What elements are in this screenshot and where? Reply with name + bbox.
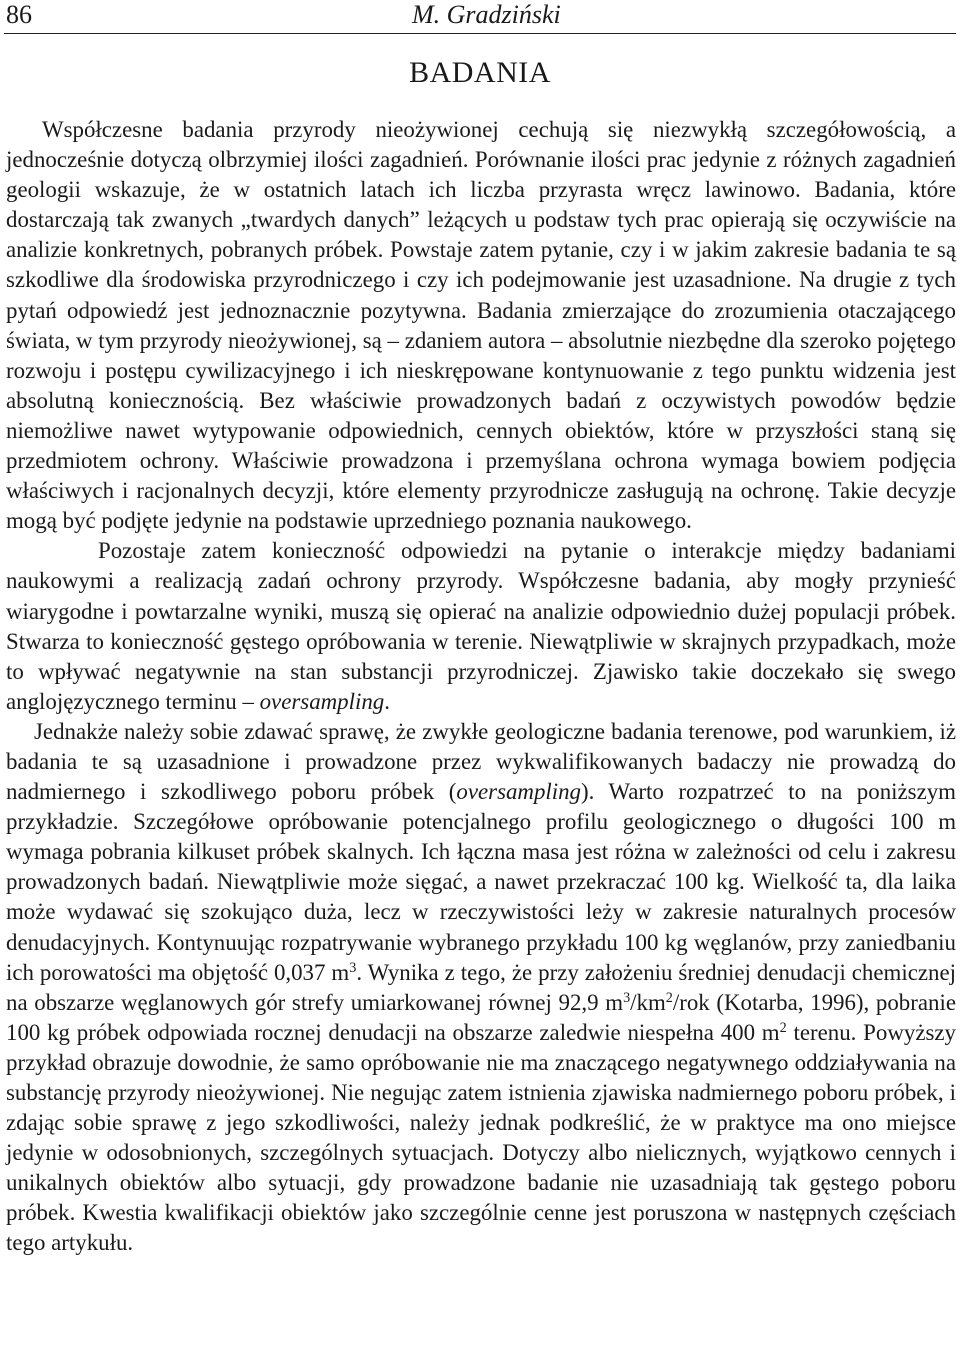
- term-oversampling: oversampling: [259, 688, 385, 714]
- paragraph-3-text-b: ). Warto rozpatrzeć to na poniższym przykładzie. Szczegółowe opróbowanie potencjalnego profilu geologicznego o długości 100 m wymaga pobrania kilkuset próbek skalnych. Ich łączna masa jest różna w zależności od celu i zakresu prowadzonych badań. Niewątpliwie może sięgać, a nawet przekraczać 100 kg. Wielkość ta, dla laika może wydawać się szokująco duża, lecz w rzeczywistości leży w zakresie naturalnych procesów denudacyjnych. Kontynuując rozpatrywanie wybranego przykładu 100 kg węglanów, przy zaniedbaniu ich porowatości ma objętość 0,037 m: [6, 779, 956, 985]
- section-title: BADANIA: [409, 56, 551, 89]
- paragraph-1: Współczesne badania przyrody nieożywionej cechują się niezwykłą szczegółowością, a jednocześnie dotyczą olbrzymiej ilości zagadnień. Porównanie ilości prac jedynie z różnych zagadnień geologii wskazuje, że w ostatnich latach ich liczba przyrasta wręcz lawinowo. Badania, które dostarczają tak zwanych „twardych danych” leżących u podstaw tych prac opierają się oczywiście na analizie konkretnych, pobranych próbek. Powstaje zatem pytanie, czy i w jakim zakresie badania te są szkodliwe dla środowiska przyrodniczego i czy ich podejmowanie jest uzasadnione. Na drugie z tych pytań odpowiedź jest jednoznacznie pozytywna. Badania zmierzające do zrozumienia otaczającego świata, w tym przyrody nieożywionej, są – zdaniem autora – absolutnie niezbędne dla szeroko pojętego rozwoju i postępu cywilizacyjnego i ich nieskrępowane kontynuowanie z tego punktu widzenia jest absolutną koniecznością. Bez właściwie prowadzonych badań z oczywistych powodów będzie niemożliwe nawet wytypowanie odpowiednich, cennych obiektów, które w przyszłości staną się przedmiotem ochrony. Właściwie prowadzona i przemyślana ochrona wymaga bowiem podjęcia właściwych i racjonalnych decyzji, które elementy przyrodnicze zasługują na ochronę. Takie decyzje mogą być podjęte jedynie na podstawie uprzedniego poznania naukowego.: [6, 117, 956, 534]
- page-number: 86: [6, 0, 32, 29]
- paragraph-3-text-d: /km: [630, 989, 666, 1015]
- term-oversampling-2: oversampling: [456, 779, 582, 805]
- superscript-3b: 3: [623, 989, 631, 1006]
- paragraph-3-text-f: terenu. Powyższy przykład obrazuje dowodnie, że samo opróbowanie nie ma znaczącego negatywnego oddziaływania na substancję przyrody nieożywionej. Nie negując zatem istnienia zjawiska nadmiernego poboru próbek, i zdając sobie sprawę z jego szkodliwości, należy jednak podkreślić, że w praktyce ma ono miejsce jedynie w odosobnionych, szczególnych sytuacjach. Dotyczy albo nielicznych, wyjątkowo cennych i unikalnych obiektów albo sytuacji, gdy prowadzone badanie nie uzasadniają tak gęstego poboru próbek. Kwestia kwalifikacji obiektów jako szczególnie cenne jest poruszona w następnych częściach tego artykułu.: [6, 1019, 956, 1256]
- paragraph-3-text-c: . Wynika z tego, że przy założeniu średniej denudacji chemicznej na obszarze węglanowych gór strefy umiarkowanej równej 92,9 m: [6, 959, 956, 1015]
- paragraph-2-text: Pozostaje zatem konieczność odpowiedzi na pytanie o interakcje między badaniami naukowymi a realizacją zadań ochrony przyrody. Współczesne badania, aby mogły przynieść wiarygodne i powtarzalne wyniki, muszą się opierać na analizie odpowiednio dużej populacji próbek. Stwarza to konieczność gęstego opróbowania w terenie. Niewątpliwie w skrajnych przypadkach, może to wpływać negatywnie na stan substancji przyrodniczej. Zjawisko takie doczekało się swego anglojęzycznego terminu –: [6, 538, 956, 714]
- page-header: [4, 0, 956, 34]
- superscript-2: 2: [665, 989, 673, 1006]
- paragraph-2: [6, 536, 956, 717]
- paragraph-2-end: .: [384, 688, 390, 714]
- running-head-author: M. Gradziński: [412, 0, 561, 29]
- superscript-3: 3: [349, 959, 357, 976]
- paragraph-3: [6, 717, 956, 1259]
- superscript-2b: 2: [779, 1020, 787, 1037]
- paragraph-3-text-e: /rok (Kotarba, 1996), pobranie 100 kg próbek odpowiada rocznej denudacji na obszarze zaledwie niespełna 400 m: [6, 989, 956, 1045]
- article-body: [6, 115, 956, 1259]
- paragraph-3-text-a: Jednakże należy sobie zdawać sprawę, że zwykłe geologiczne badania terenowe, pod warunkiem, iż badania te są uzasadnione i prowadzone przez wykwalifikowanych badaczy nie prowadzą do nadmiernego i szkodliwego poboru próbek (: [6, 718, 956, 805]
